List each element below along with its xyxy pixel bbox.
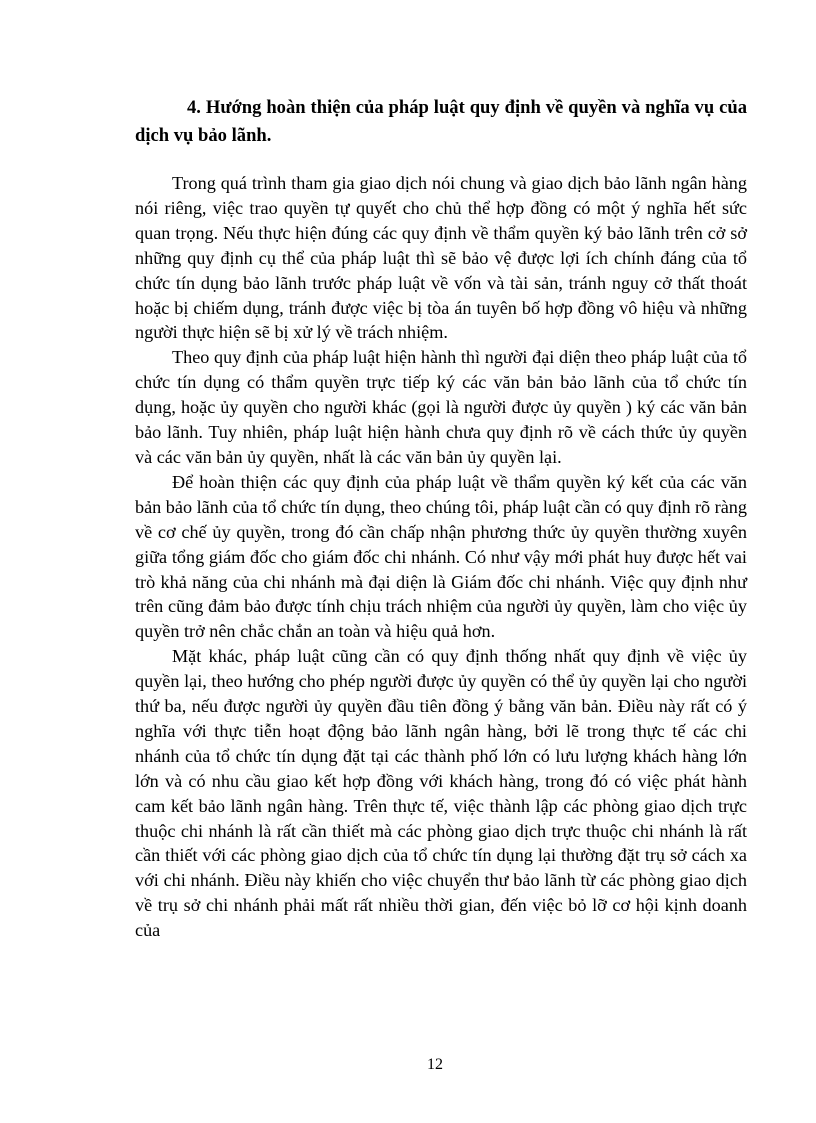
body-text	[135, 171, 747, 943]
page-number: 12	[427, 1056, 443, 1073]
paragraph-2: Theo quy định của pháp luật hiện hành thì người đại diện theo pháp luật của tổ chức tín dụng có thẩm quyền trực tiếp ký các văn bản bảo lãnh của tổ chức tín dụng, hoặc ủy quyền cho người khác (gọi là người được ủy quyền ) ký các văn bản bảo lãnh. Tuy nhiên, pháp luật hiện hành chưa quy định rõ về cách thức ủy quyền và các văn bản ủy quyền, nhất là các văn bản ủy quyền lại.	[135, 347, 747, 467]
section-heading: 4. Hướng hoàn thiện của pháp luật quy định về quyền và nghĩa vụ của dịch vụ bảo lãnh.	[135, 97, 747, 146]
paragraph-4: Mặt khác, pháp luật cũng cần có quy định thống nhất quy định về việc ủy quyền lại, theo hướng cho phép người được ủy quyền có thể ủy quyền lại cho người thứ ba, nếu được người ủy quyền đầu tiên đồng ý bằng văn bản. Điều này rất có ý nghĩa với thực tiễn hoạt động bảo lãnh ngân hàng, bởi lẽ trong thực tế các chi nhánh của tổ chức tín dụng đặt tại các thành phố lớn có lưu lượng khách hàng lớn lớn và có nhu cầu giao kết hợp đồng với khách hàng, trong đó có việc phát hành cam kết bảo lãnh ngân hàng. Trên thực tế, việc thành lập các phòng giao dịch trực thuộc chi nhánh là rất cần thiết mà các phòng giao dịch trực thuộc chi nhánh là rất cần thiết với các phòng giao dịch của tổ chức tín dụng lại thường đặt trụ sở cách xa với chi nhánh. Điều này khiến cho việc chuyển thư bảo lãnh từ các phòng giao dịch về trụ sở chi nhánh phải mất rất nhiều thời gian, đến việc bỏ lỡ cơ hội kịnh doanh của	[135, 646, 747, 941]
paragraph-3: Để hoàn thiện các quy định của pháp luật về thẩm quyền ký kết của các văn bản bảo lãnh của tổ chức tín dụng, theo chúng tôi, pháp luật cần có quy định rõ ràng về cơ chế ủy quyền, trong đó cần chấp nhận phương thức ủy quyền thường xuyên giữa tổng giám đốc cho giám đốc chi nhánh. Có như vậy mới phát huy được hết vai trò khả năng của chi nhánh mà đại diện là Giám đốc chi nhánh. Việc quy định như trên cũng đảm bảo được tính chịu trách nhiệm của người ủy quyền, làm cho việc ủy quyền trở nên chắc chắn an toàn và hiệu quả hơn.	[135, 471, 747, 642]
paragraph-1: Trong quá trình tham gia giao dịch nói chung và giao dịch bảo lãnh ngân hàng nói riêng, việc trao quyền tự quyết cho chủ thể hợp đồng có một ý nghĩa hết sức quan trọng. Nếu thực hiện đúng các quy định về thẩm quyền ký bảo lãnh trên cở sở những quy định cụ thể của pháp luật thì sẽ bảo vệ được lợi ích chính đáng của tổ chức tín dụng bảo lãnh trước pháp luật về vốn và tài sản, tránh nguy cở thất thoát hoặc bị chiếm dụng, tránh được việc bị tòa án tuyên bố hợp đồng vô hiệu và những người thực hiện sẽ bị xử lý về trách nhiệm.	[135, 173, 747, 343]
